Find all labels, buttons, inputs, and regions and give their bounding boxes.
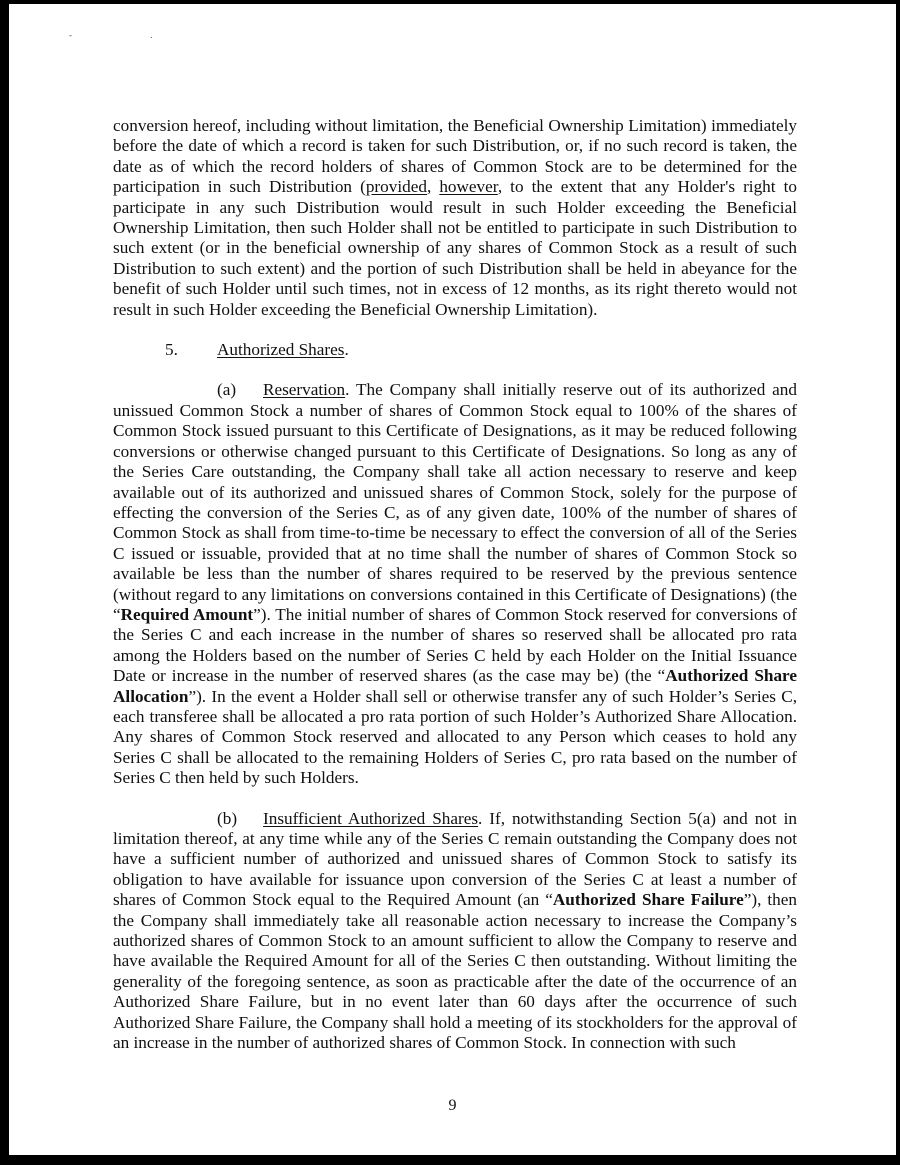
page-number: 9 [448, 1097, 457, 1114]
subsection-label: (b) [217, 808, 238, 828]
section-number: 5. [165, 340, 178, 360]
subsection-a-reservation: (a) Reservation. The Company shall initially reserve out of its authorized and unissued Common Stock a number of shares of Common Stock equal to 100% of the shares of Common Stock issued pursuant to this Certificate of Designations, as it may be reduced following conversions or otherwise changed pursuant to this Certificate of Designations. So long as any of the Series Care outstanding, the Company shall take all action necessary to reserve and keep available out of its authorized and unissued shares of Common Stock, solely for the purpose of effecting the conversion of the Series C, as of any given date, 100% of the number of shares of Common Stock as shall from time-to-time be necessary to effect the conversion of all of the Series C issued or issuable, provided that at no time shall the number of shares of Common Stock so available be less than the number of shares required to be reserved by the previous sentence (without regard to any limitations on conversions contained in this Certificate of Designations) (the “Required Amount”). The initial number of shares of Common Stock reserved for conversions of the Series C and each increase in the number of shares so reserved shall be allocated pro rata among the Holders based on the number of Series C held by each Holder on the Initial Issuance Date or increase in the number of reserved shares (as the case may be) (the “Authorized Share Allocation”). In the event a Holder shall sell or otherwise transfer any of such Holder’s Series C, each transferee shall be allocated a pro rata portion of such Holder’s Authorized Share Allocation. Any shares of Common Stock reserved and allocated to any Person which ceases to hold any Series C shall be allocated to the remaining Holders of Series C, pro rata based on the number of Series C then held by such Holders. [113, 380, 797, 788]
subsection-label: (a) [217, 380, 237, 400]
defined-term-authorized-share-failure: Authorized Share Failure [552, 890, 744, 910]
subsection-title: Reservation [263, 380, 346, 400]
however-term: however [439, 177, 498, 197]
defined-term-required-amount: Required Amount [120, 604, 254, 624]
scan-marks: - . [69, 30, 191, 40]
page-content [113, 116, 797, 1053]
section-title: Authorized Shares [217, 340, 345, 360]
section-5-heading: 5. Authorized Shares. [165, 340, 349, 360]
subsection-title: Insufficient Authorized Shares [263, 808, 479, 828]
subsection-b-insufficient-shares: (b) Insufficient Authorized Shares. If, notwithstanding Section 5(a) and not in limitation thereof, at any time while any of the Series C remain outstanding the Company does not have a sufficient number of authorized and unissued shares of Common Stock to satisfy its obligation to have available for issuance upon conversion of the Series C at least a number of shares of Common Stock equal to the Required Amount (an “Authorized Share Failure”), then the Company shall immediately take all reasonable action necessary to increase the Company’s authorized shares of Common Stock to an amount sufficient to allow the Company to reserve and have available the Required Amount for all of the Series C then outstanding. Without limiting the generality of the foregoing sentence, as soon as practicable after the date of the occurrence of an Authorized Share Failure, but in no event later than 60 days after the occurrence of such Authorized Share Failure, the Company shall hold a meeting of its stockholders for the approval of an increase in the number of authorized shares of Common Stock. In connection with such [113, 808, 797, 1053]
continuation-paragraph: conversion hereof, including without limitation, the Beneficial Ownership Limitation) immediately before the date of which a record is taken for such Distribution, or, if no such record is taken, the date as of which the record holders of shares of Common Stock are to be determined for the participation in such Distribution (provided, however, to the extent that any Holder's right to participate in any such Distribution would result in such Holder exceeding the Beneficial Ownership Limitation, then such Holder shall not be entitled to participate in such Distribution to such extent (or in the beneficial ownership of any shares of Common Stock as a result of such Distribution to such extent) and the portion of such Distribution shall be held in abeyance for the benefit of such Holder until such times, not in excess of 12 months, as its right thereto would not result in such Holder exceeding the Beneficial Ownership Limitation). [113, 116, 797, 319]
provided-term: provided [365, 177, 427, 197]
defined-term-authorized-share-allocation: Authorized Share Allocation [113, 666, 797, 706]
document-page [9, 4, 896, 1155]
